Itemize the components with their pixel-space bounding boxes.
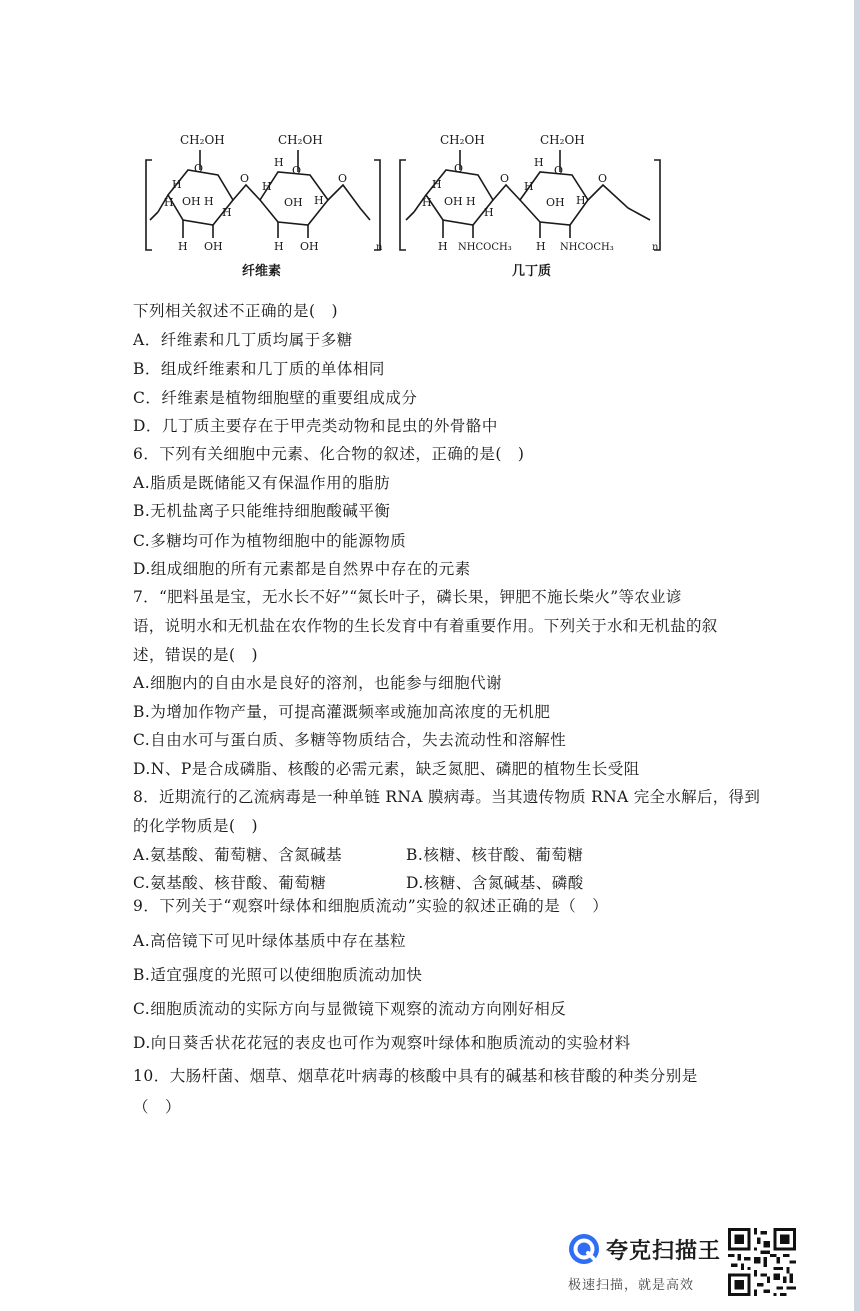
chitin-h-1: H [432,178,442,191]
page-edge [854,0,860,1311]
cellulose-h-9: H [274,240,284,253]
chitin-h-5: H [438,240,448,253]
chitin-ring-oxygen-1: O [454,162,464,175]
q5-stem: 下列相关叙述不正确的是( ) [133,302,339,320]
chitin-nhcoch3-1: NHCOCH₃ [458,242,512,253]
q7-option-a: A.细胞内的自由水是良好的溶剂，也能参与细胞代谢 [133,674,503,692]
brand-name: 夸克扫描王 [606,1239,722,1264]
chitin-h-9: H [536,240,546,253]
q5-option-b: B．组成纤维素和几丁质的单体相同 [133,360,385,378]
structure-figure [138,120,678,280]
chitin-repeat-n: n [652,242,659,253]
cellulose-ring-oxygen-1: O [194,162,204,175]
cellulose-h-8: H [314,194,324,207]
cellulose-h-4: H [222,206,232,219]
cellulose-glycosidic-oxygen: O [240,172,250,185]
q8-stem-line-1: 8．近期流行的乙流病毒是一种单链 RNA 膜病毒。当其遗传物质 RNA 完全水解后，得到 [133,788,761,806]
chitin-caption: 几丁质 [512,264,552,279]
q7-stem-line-1: 7．“肥料虽是宝，无水长不好”“氮长叶子，磷长果，钾肥不施长柴火”等农业谚 [133,588,682,606]
q7-stem-line-3: 述，错误的是( ) [133,646,259,664]
q8-stem-line-2: 的化学物质是( ) [133,817,259,835]
cellulose-caption: 纤维素 [242,264,282,279]
chitin-h-7: H [524,180,534,193]
cellulose-oh-3: OH [284,196,303,209]
q6-option-a: A.脂质是既储能又有保温作用的脂肪 [133,474,391,492]
q6-option-b: B.无机盐离子只能维持细胞酸碱平衡 [133,502,391,520]
q9-option-d: D.向日葵舌状花花冠的表皮也可作为观察叶绿体和胞质流动的实验材料 [133,1034,631,1052]
scanner-watermark [566,1226,806,1301]
q5-option-a: A．纤维素和几丁质均属于多糖 [133,331,353,349]
qr-code-icon [728,1228,796,1296]
chitin-h-6: H [534,156,544,169]
q9-option-b: B.适宜强度的光照可以使细胞质流动加快 [133,966,423,984]
chitin-ch2oh-label-2: CH₂OH [540,133,585,147]
chitin-oh-2: OH [546,196,565,209]
cellulose-h-1: H [172,178,182,191]
q9-option-a: A.高倍镜下可见叶绿体基质中存在基粒 [133,932,407,950]
chitin-nhcoch3-2: NHCOCH₃ [560,242,614,253]
q9-option-c: C.细胞质流动的实际方向与显微镜下观察的流动方向刚好相反 [133,1000,567,1018]
cellulose-ch2oh-label-1: CH₂OH [180,133,225,147]
q6-stem: 6．下列有关细胞中元素、化合物的叙述，正确的是( ) [133,445,525,463]
q6-option-d: D.组成细胞的所有元素都是自然界中存在的元素 [133,560,471,578]
chitin-h-2: H [422,196,432,209]
q7-stem-line-2: 语，说明水和无机盐在农作物的生长发育中有着重要作用。下列关于水和无机盐的叙 [133,617,718,635]
q5-option-d: D．几丁质主要存在于甲壳类动物和昆虫的外骨骼中 [133,417,498,435]
cellulose-repeat-n: n [376,242,383,253]
chitin-h-8: H [576,194,586,207]
quark-logo-icon [568,1233,600,1265]
q10-stem-line-2: （ ） [133,1098,182,1116]
chitin-ring-oxygen-2: O [554,164,564,177]
brand-slogan: 极速扫描，就是高效 [568,1278,695,1293]
q7-option-d: D.N、P是合成磷脂、核酸的必需元素，缺乏氮肥、磷肥的植物生长受阻 [133,760,640,778]
chitin-ch2oh-label-1: CH₂OH [440,133,485,147]
cellulose-h-3: H [204,195,214,208]
cellulose-ch2oh-label-2: CH₂OH [278,133,323,147]
q9-stem: 9．下列关于“观察叶绿体和细胞质流动”实验的叙述正确的是（ ） [133,897,609,915]
chitin-h-3: H [466,195,476,208]
q8-option-b: B.核糖、核苷酸、葡萄糖 [406,846,584,864]
cellulose-h-5: H [178,240,188,253]
cellulose-oh-4: OH [300,240,319,253]
q8-option-a: A.氨基酸、葡萄糖、含氮碱基 [133,846,343,864]
q8-option-c: C.氨基酸、核苷酸、葡萄糖 [133,874,327,892]
chitin-glycosidic-oxygen: O [500,172,510,185]
q10-stem-line-1: 10．大肠杆菌、烟草、烟草花叶病毒的核酸中具有的碱基和核苷酸的种类分别是 [133,1067,698,1085]
q7-option-c: C.自由水可与蛋白质、多糖等物质结合，失去流动性和溶解性 [133,731,567,749]
cellulose-oh-1: OH [182,195,201,208]
chitin-h-4: H [484,206,494,219]
polysaccharide-structures [138,120,678,280]
cellulose-h-2: H [164,196,174,209]
q5-option-c: C．纤维素是植物细胞壁的重要组成成分 [133,389,418,407]
cellulose-ring-oxygen-2: O [292,164,302,177]
chitin-oh-1: OH [444,195,463,208]
q6-option-c: C.多糖均可作为植物细胞中的能源物质 [133,532,407,550]
chitin-ring-oxygen-3: O [598,172,608,185]
cellulose-h-6: H [274,156,284,169]
cellulose-ring-oxygen-3: O [338,172,348,185]
q8-option-d: D.核糖、含氮碱基、磷酸 [406,874,584,892]
cellulose-oh-2: OH [204,240,223,253]
q7-option-b: B.为增加作物产量，可提高灌溉频率或施加高浓度的无机肥 [133,703,551,721]
cellulose-h-7: H [262,180,272,193]
